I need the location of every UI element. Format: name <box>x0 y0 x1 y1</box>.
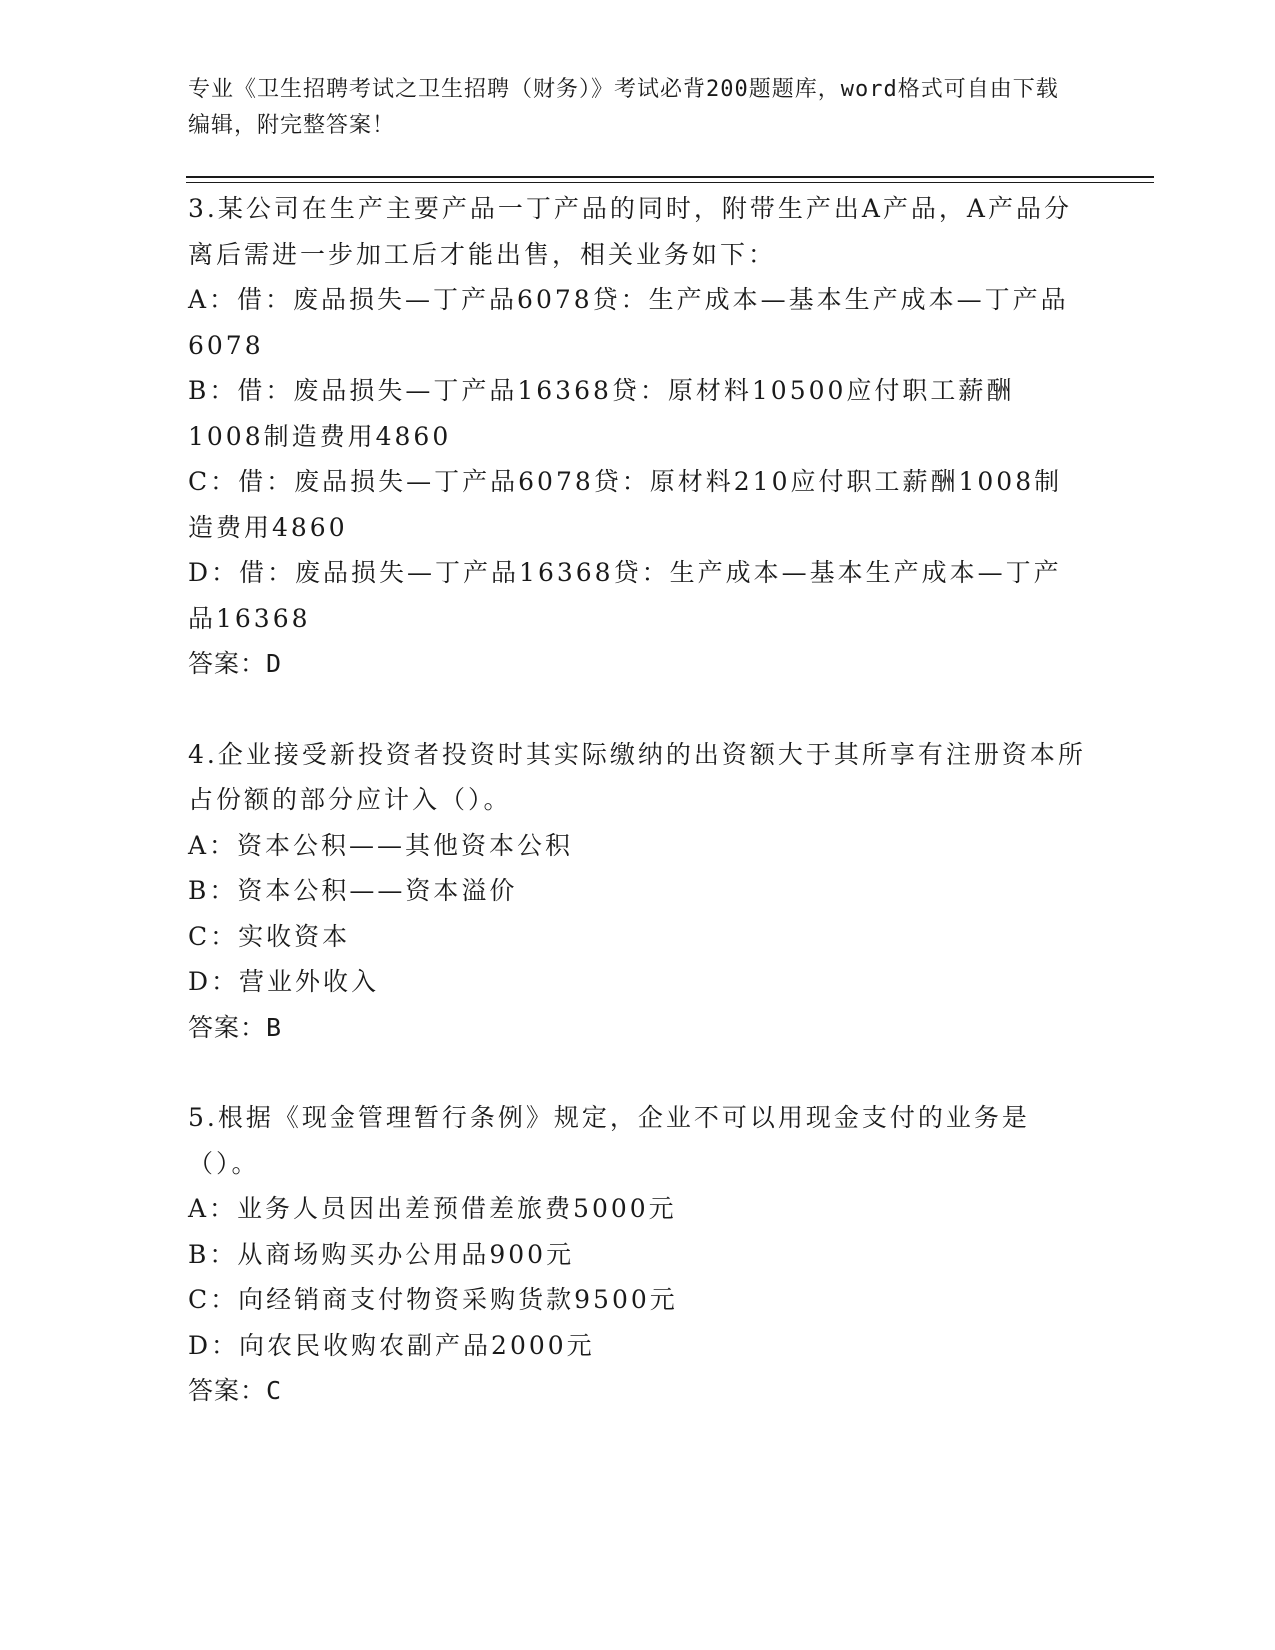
question-stem: 4.企业接受新投资者投资时其实际缴纳的出资额大于其所享有注册资本所占份额的部分应计入（）。 <box>188 739 1086 814</box>
answer-line: 答案：C <box>188 1376 283 1405</box>
answer-line: 答案：B <box>188 1012 283 1042</box>
question-3 <box>188 186 1088 687</box>
option-c: C：借：废品损失—丁产品6078贷：原材料210应付职工薪酬1008制造费用4860 <box>188 467 1063 542</box>
document-header: 专业《卫生招聘考试之卫生招聘（财务）》考试必背200题题库，word格式可自由下载编辑，附完整答案！ <box>188 77 1059 138</box>
option-b: B：从商场购买办公用品900元 <box>188 1239 575 1269</box>
header-divider-thick <box>186 176 1154 178</box>
question-stem: 5.根据《现金管理暂行条例》规定，企业不可以用现金支付的业务是（）。 <box>188 1103 1030 1178</box>
option-c: C：向经销商支付物资采购货款9500元 <box>188 1285 678 1314</box>
question-stem: 3.某公司在生产主要产品一丁产品的同时，附带生产出A产品，A产品分离后需进一步加工后才能出售，相关业务如下： <box>188 194 1072 269</box>
option-a: A：业务人员因出差预借差旅费5000元 <box>188 1194 677 1223</box>
option-d: D：营业外收入 <box>188 967 380 996</box>
option-d: D：借：废品损失—丁产品16368贷：生产成本—基本生产成本—丁产品16368 <box>188 558 1062 633</box>
answer-line: 答案：D <box>188 649 283 678</box>
option-a: A：资本公积——其他资本公积 <box>188 830 574 860</box>
option-c: C：实收资本 <box>188 921 351 951</box>
option-a: A：借：废品损失—丁产品6078贷：生产成本—基本生产成本—丁产品6078 <box>188 285 1069 360</box>
header-divider-thin <box>186 182 1154 183</box>
option-b: B：资本公积——资本溢价 <box>188 876 518 905</box>
question-list <box>188 186 1088 1414</box>
question-4 <box>188 732 1088 1051</box>
option-b: B：借：废品损失—丁产品16368贷：原材料10500应付职工薪酬1008制造费用4860 <box>188 376 1015 451</box>
option-d: D：向农民收购农副产品2000元 <box>188 1330 595 1360</box>
question-5 <box>188 1095 1088 1414</box>
